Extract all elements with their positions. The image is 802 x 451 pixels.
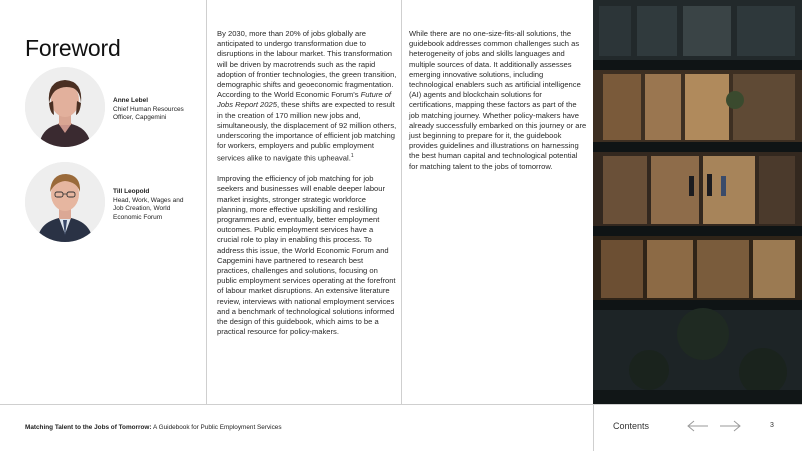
column-divider (401, 0, 402, 404)
author-till-leopold (113, 188, 191, 222)
author-anne-lebel (113, 97, 201, 123)
text-span: , these shifts are expected to result in the creation of 170 million new jobs and, simultaneously, the displacement of 92 million others, underscoring the importance of efficient job matching for workers, employers and public employment services alike to navigate this upheaval. (217, 100, 397, 163)
body-column-1 (217, 29, 397, 347)
author-role: Head, Work, Wages and Job Creation, World Economic Forum (113, 196, 184, 221)
report-title: Future of Jobs Report 2025 (217, 90, 392, 110)
page-number: 3 (770, 422, 774, 429)
building-photo (593, 0, 802, 404)
arrow-right-icon[interactable] (718, 418, 742, 434)
footnote-marker[interactable]: 1 (350, 153, 354, 160)
column-divider (206, 0, 207, 404)
paragraph (217, 29, 397, 164)
footer-divider (593, 404, 594, 451)
footer-rule (0, 404, 802, 405)
page-title: Foreword (25, 35, 121, 62)
avatar-till-leopold (25, 162, 105, 242)
contents-link[interactable]: Contents (613, 421, 650, 431)
author-name: Anne Lebel (113, 97, 149, 104)
body-column-2 (409, 29, 587, 182)
text-span: By 2030, more than 20% of jobs globally are anticipated to undergo transformation due to disruptions in the labour market. This transformation will be driven by macrotrends such as the rapid adoption of frontier technologies, the green transition, demographic shifts and geoeconomic fragmentation. According to the World Economic Forum’s (217, 29, 397, 100)
author-name: Till Leopold (113, 188, 150, 195)
author-role: Chief Human Resources Officer, Capgemini (113, 105, 184, 122)
paragraph: Improving the efficiency of job matching for job seekers and businesses will enable deeper labour market insights, stronger strategic workforce planning, more effective upskilling and reskilling programmes and, eventually, better employment outcomes. Public employment services have a crucial role to play in enabling this process. To address this issue, the World Economic Forum and Capgemini have partnered to research best practices, challenges and solutions, focusing on public employment services operating at the forefront of labour market disruptions. An extensive literature review, interviews with national employment services and a benchmark of technological solutions informed the design of this guidebook, which aims to be a practical resource for policy-makers. (217, 174, 396, 337)
publication-title-bold: Matching Talent to the Jobs of Tomorrow: (25, 424, 152, 431)
avatar-anne-lebel (25, 67, 105, 147)
paragraph: While there are no one-size-fits-all solutions, the guidebook addresses common challenges such as heterogeneity of jobs and skills languages and multiple sources of data. It additionally assesses emerging innovative solutions, including technological enablers such as artificial intelligence (AI) agents and blockchain solutions for certifications, mapping these factors as part of the job matching journey. Whether policy-makers have already successfully embarked on this journey or are just beginning to prepare for it, the guidebook provides guidelines and illustrations on harnessing the best human capital and technological potential for matching talent to the jobs of tomorrow. (409, 29, 587, 171)
publication-title-rest: A Guidebook for Public Employment Services (151, 424, 282, 431)
footer-publication-title (25, 424, 282, 431)
arrow-left-icon[interactable] (686, 418, 710, 434)
